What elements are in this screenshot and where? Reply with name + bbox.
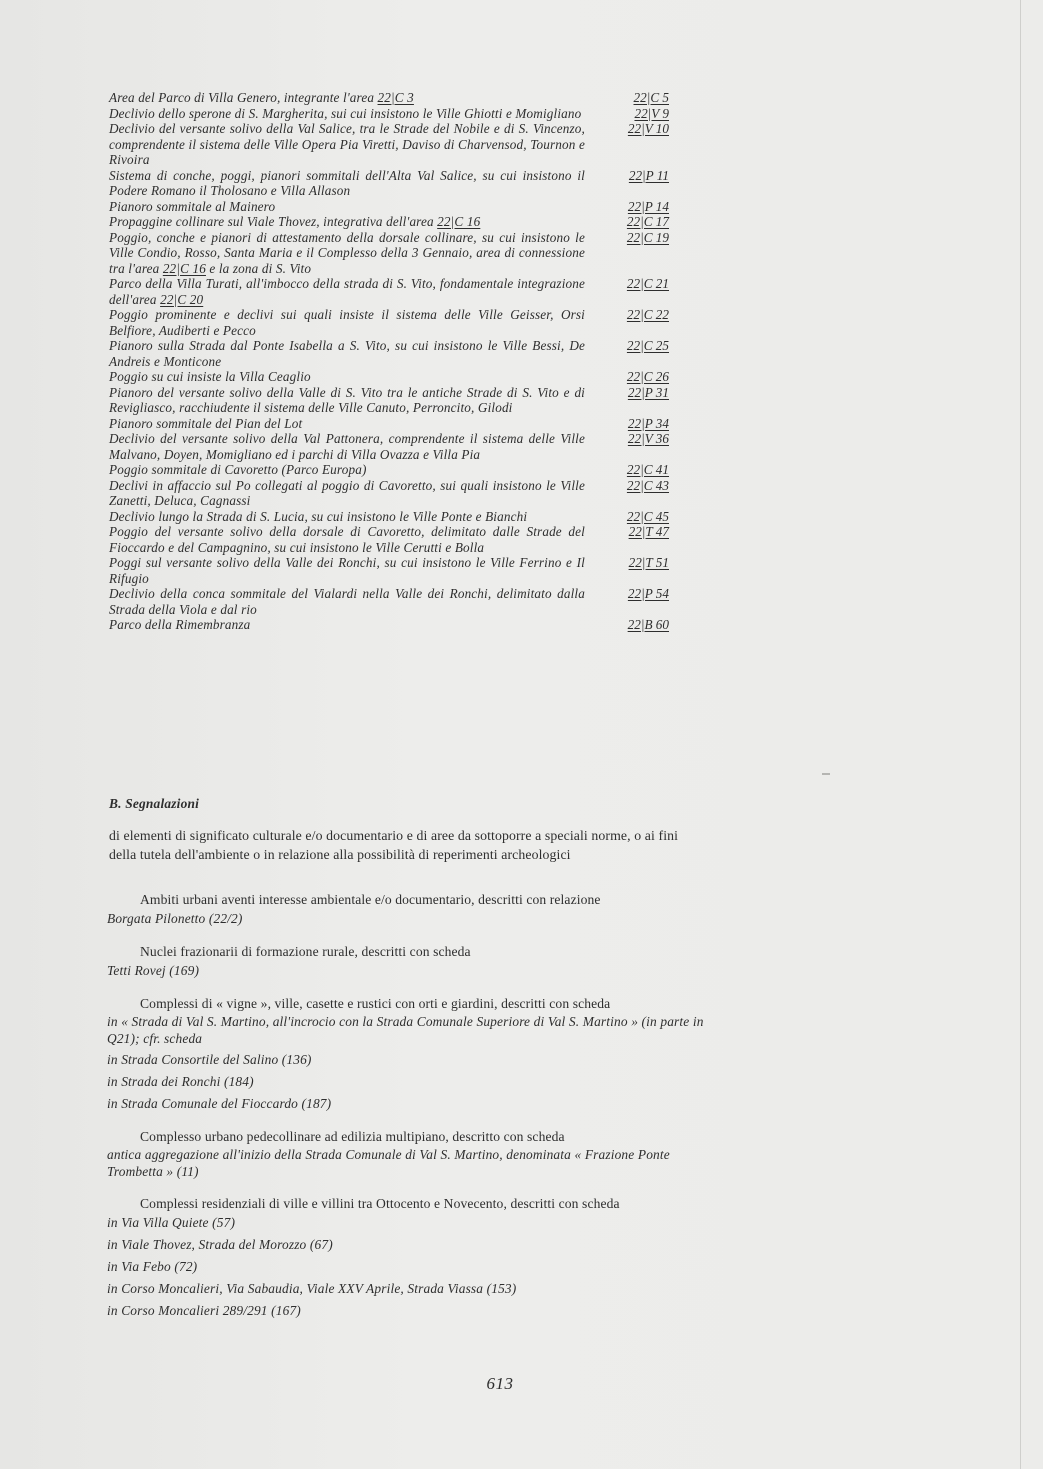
area-code: 22|T 47 (628, 524, 669, 539)
signal-group (107, 1194, 707, 1320)
group-item: in Strada dei Ronchi (184) (107, 1074, 254, 1089)
group-item: in Strada Consortile del Salino (136) (107, 1052, 312, 1067)
area-row (109, 338, 679, 369)
area-code: 22|V 9 (634, 105, 669, 121)
area-description: Poggio sommitale di Cavoretto (Parco Europa) (109, 462, 367, 477)
area-code: 22|C 43 (626, 477, 669, 493)
area-code: 22|V 36 (627, 431, 669, 446)
area-code: 22|P 31 (627, 384, 669, 400)
area-row (109, 478, 679, 509)
area-code: 22|B 60 (627, 617, 669, 632)
section-heading: B. Segnalazioni (109, 796, 200, 811)
group-heading: Complessi di « vigne », ville, casette e rustici con orti e giardini, descritti con scheda (140, 996, 611, 1011)
area-description: Propaggine collinare sul Viale Thovez, integrativa dell'area 22|C 16 (109, 214, 481, 229)
page-edge-shadow (1020, 0, 1021, 1469)
area-row (109, 214, 679, 230)
area-description: Poggio prominente e declivi sui quali insiste il sistema delle Ville Geisser, Orsi Belfiore, Audiberti e Pecco (109, 307, 585, 338)
area-code: 22|C 17 (626, 214, 669, 229)
area-row (109, 106, 679, 122)
group-item: in Viale Thovez, Strada del Morozzo (67) (107, 1237, 333, 1252)
section-intro: di elementi di significato culturale e/o documentario e di aree da sottoporre a speciali norme, o ai fini della tutela dell'ambiente o in relazione alla possibilità di reperimenti archeologici (109, 828, 679, 862)
area-code: 22|C 26 (626, 369, 669, 384)
area-code: 22|C 22 (626, 307, 669, 322)
area-row (109, 199, 679, 215)
page-number: 613 (486, 1374, 514, 1393)
area-list (109, 90, 679, 633)
area-row (109, 121, 679, 168)
area-code: 22|C 19 (626, 229, 669, 245)
area-row (109, 509, 679, 525)
area-description: Declivi in affaccio sul Po collegati al poggio di Cavoretto, sui quali insistono le Ville Zanetti, Deluca, Cagnassi (109, 477, 585, 508)
area-row (109, 431, 679, 462)
area-code: 22|C 41 (626, 462, 669, 477)
group-item: in « Strada di Val S. Martino, all'incrocio con la Strada Comunale Superiore di Val S. Martino » (in parte in Q21); cfr. scheda (107, 1014, 704, 1046)
area-description: Area del Parco di Villa Genero, integrante l'area 22|C 3 (109, 90, 414, 105)
area-description: Parco della Villa Turati, all'imbocco della strada di S. Vito, fondamentale integrazione dell'area 22|C 20 (109, 276, 585, 307)
group-heading: Ambiti urbani aventi interesse ambientale e/o documentario, descritti con relazione (140, 892, 601, 907)
area-row (109, 555, 679, 586)
group-item: Borgata Pilonetto (22/2) (107, 911, 243, 926)
group-item: in Strada Comunale del Fioccardo (187) (107, 1096, 332, 1111)
signal-group (107, 1127, 707, 1180)
area-code: 22|P 14 (627, 198, 669, 214)
group-heading: Complessi residenziali di ville e villini tra Ottocento e Novecento, descritti con scheda (140, 1196, 620, 1211)
scan-speck (822, 773, 830, 775)
group-item: Tetti Rovej (169) (107, 963, 200, 978)
area-description: Pianoro del versante solivo della Valle di S. Vito tra le antiche Strade di S. Vito e di Revigliasco, racchiudente il sistema delle Ville Canuto, Perroncito, Gilodi (109, 384, 585, 415)
area-row (109, 369, 679, 385)
area-code: 22|C 5 (633, 90, 669, 105)
area-row (109, 230, 679, 277)
area-code: 22|P 54 (627, 586, 669, 601)
area-code: 22|P 11 (628, 167, 669, 183)
group-item: in Corso Moncalieri, Via Sabaudia, Viale XXV Aprile, Strada Viassa (153) (107, 1281, 517, 1296)
area-row (109, 90, 679, 106)
area-row (109, 524, 679, 555)
area-description: Declivio dello sperone di S. Margherita, sui cui insistono le Ville Ghiotti e Momigliano (109, 105, 582, 121)
signal-group (107, 890, 707, 928)
area-row (109, 586, 679, 617)
area-reference: 22|C 20 (160, 291, 204, 307)
area-row (109, 617, 679, 633)
signal-groups (107, 890, 707, 1334)
area-description: Poggio su cui insiste la Villa Ceaglio (109, 369, 311, 384)
signal-group (107, 994, 707, 1113)
area-row (109, 307, 679, 338)
area-code: 22|T 51 (628, 555, 669, 570)
area-description: Declivio della conca sommitale del Vialardi nella Valle dei Ronchi, delimitato dalla Strada della Viola e dal rio (109, 586, 585, 617)
area-description: Declivio del versante solivo della Val Pattonera, comprendente il sistema delle Ville Malvano, Doyen, Momigliano ed i parchi di Villa Ovazza e Villa Pia (109, 431, 585, 462)
group-item: in Via Villa Quiete (57) (107, 1215, 236, 1230)
group-heading: Nuclei frazionarii di formazione rurale, descritti con scheda (140, 944, 471, 959)
group-item: in Via Febo (72) (107, 1259, 198, 1274)
area-code: 22|V 10 (627, 121, 669, 136)
area-description: Parco della Rimembranza (109, 617, 251, 632)
area-code: 22|C 25 (626, 338, 669, 353)
area-reference: 22|C 16 (437, 214, 481, 229)
area-row (109, 416, 679, 432)
area-reference: 22|C 16 (162, 260, 206, 276)
group-heading: Complesso urbano pedecollinare ad edilizia multipiano, descritto con scheda (140, 1129, 565, 1144)
area-reference: 22|C 3 (377, 90, 414, 105)
area-code: 22|C 45 (626, 508, 669, 524)
area-description: Pianoro sommitale del Pian del Lot (109, 415, 303, 431)
area-description: Poggio del versante solivo della dorsale di Cavoretto, delimitato dalle Strade del Fioccardo e del Campagnino, su cui insistono le Ville Cerutti e Bolla (109, 524, 585, 555)
area-description: Declivio lungo la Strada di S. Lucia, su cui insistono le Ville Ponte e Bianchi (109, 508, 528, 524)
area-row (109, 462, 679, 478)
area-row (109, 168, 679, 199)
area-description: Pianoro sulla Strada dal Ponte Isabella a S. Vito, su cui insistono le Ville Bessi, De Andreis e Monticone (109, 338, 585, 369)
area-description: Poggi sul versante solivo della Valle dei Ronchi, su cui insistono le Ville Ferrino e Il Rifugio (109, 555, 585, 586)
area-description: Poggio, conche e pianori di attestamento della dorsale collinare, su cui insistono le Ville Condio, Rosso, Santa Maria e il Complesso della 3 Gennaio, area di connessione tra l'area 22|C 16 e la zona di S. Vito (109, 229, 585, 276)
area-description: Declivio del versante solivo della Val Salice, tra le Strade del Nobile e di S. Vincenzo, comprendente il sistema delle Ville Opera Pia Viretti, Daviso di Charvensod, Tournon e Rivoira (109, 121, 585, 167)
area-row (109, 385, 679, 416)
area-description: Pianoro sommitale al Mainero (109, 198, 276, 214)
area-description: Sistema di conche, poggi, pianori sommitali dell'Alta Val Salice, su cui insistono il Podere Romano il Tholosano e Villa Allason (109, 167, 585, 198)
area-row (109, 276, 679, 307)
group-item: in Corso Moncalieri 289/291 (167) (107, 1303, 301, 1318)
signal-group (107, 942, 707, 980)
area-code: 22|C 21 (626, 276, 669, 291)
area-code: 22|P 34 (627, 415, 669, 431)
group-item: antica aggregazione all'inizio della Strada Comunale di Val S. Martino, denominata « Frazione Ponte Trombetta » (11) (107, 1147, 670, 1179)
